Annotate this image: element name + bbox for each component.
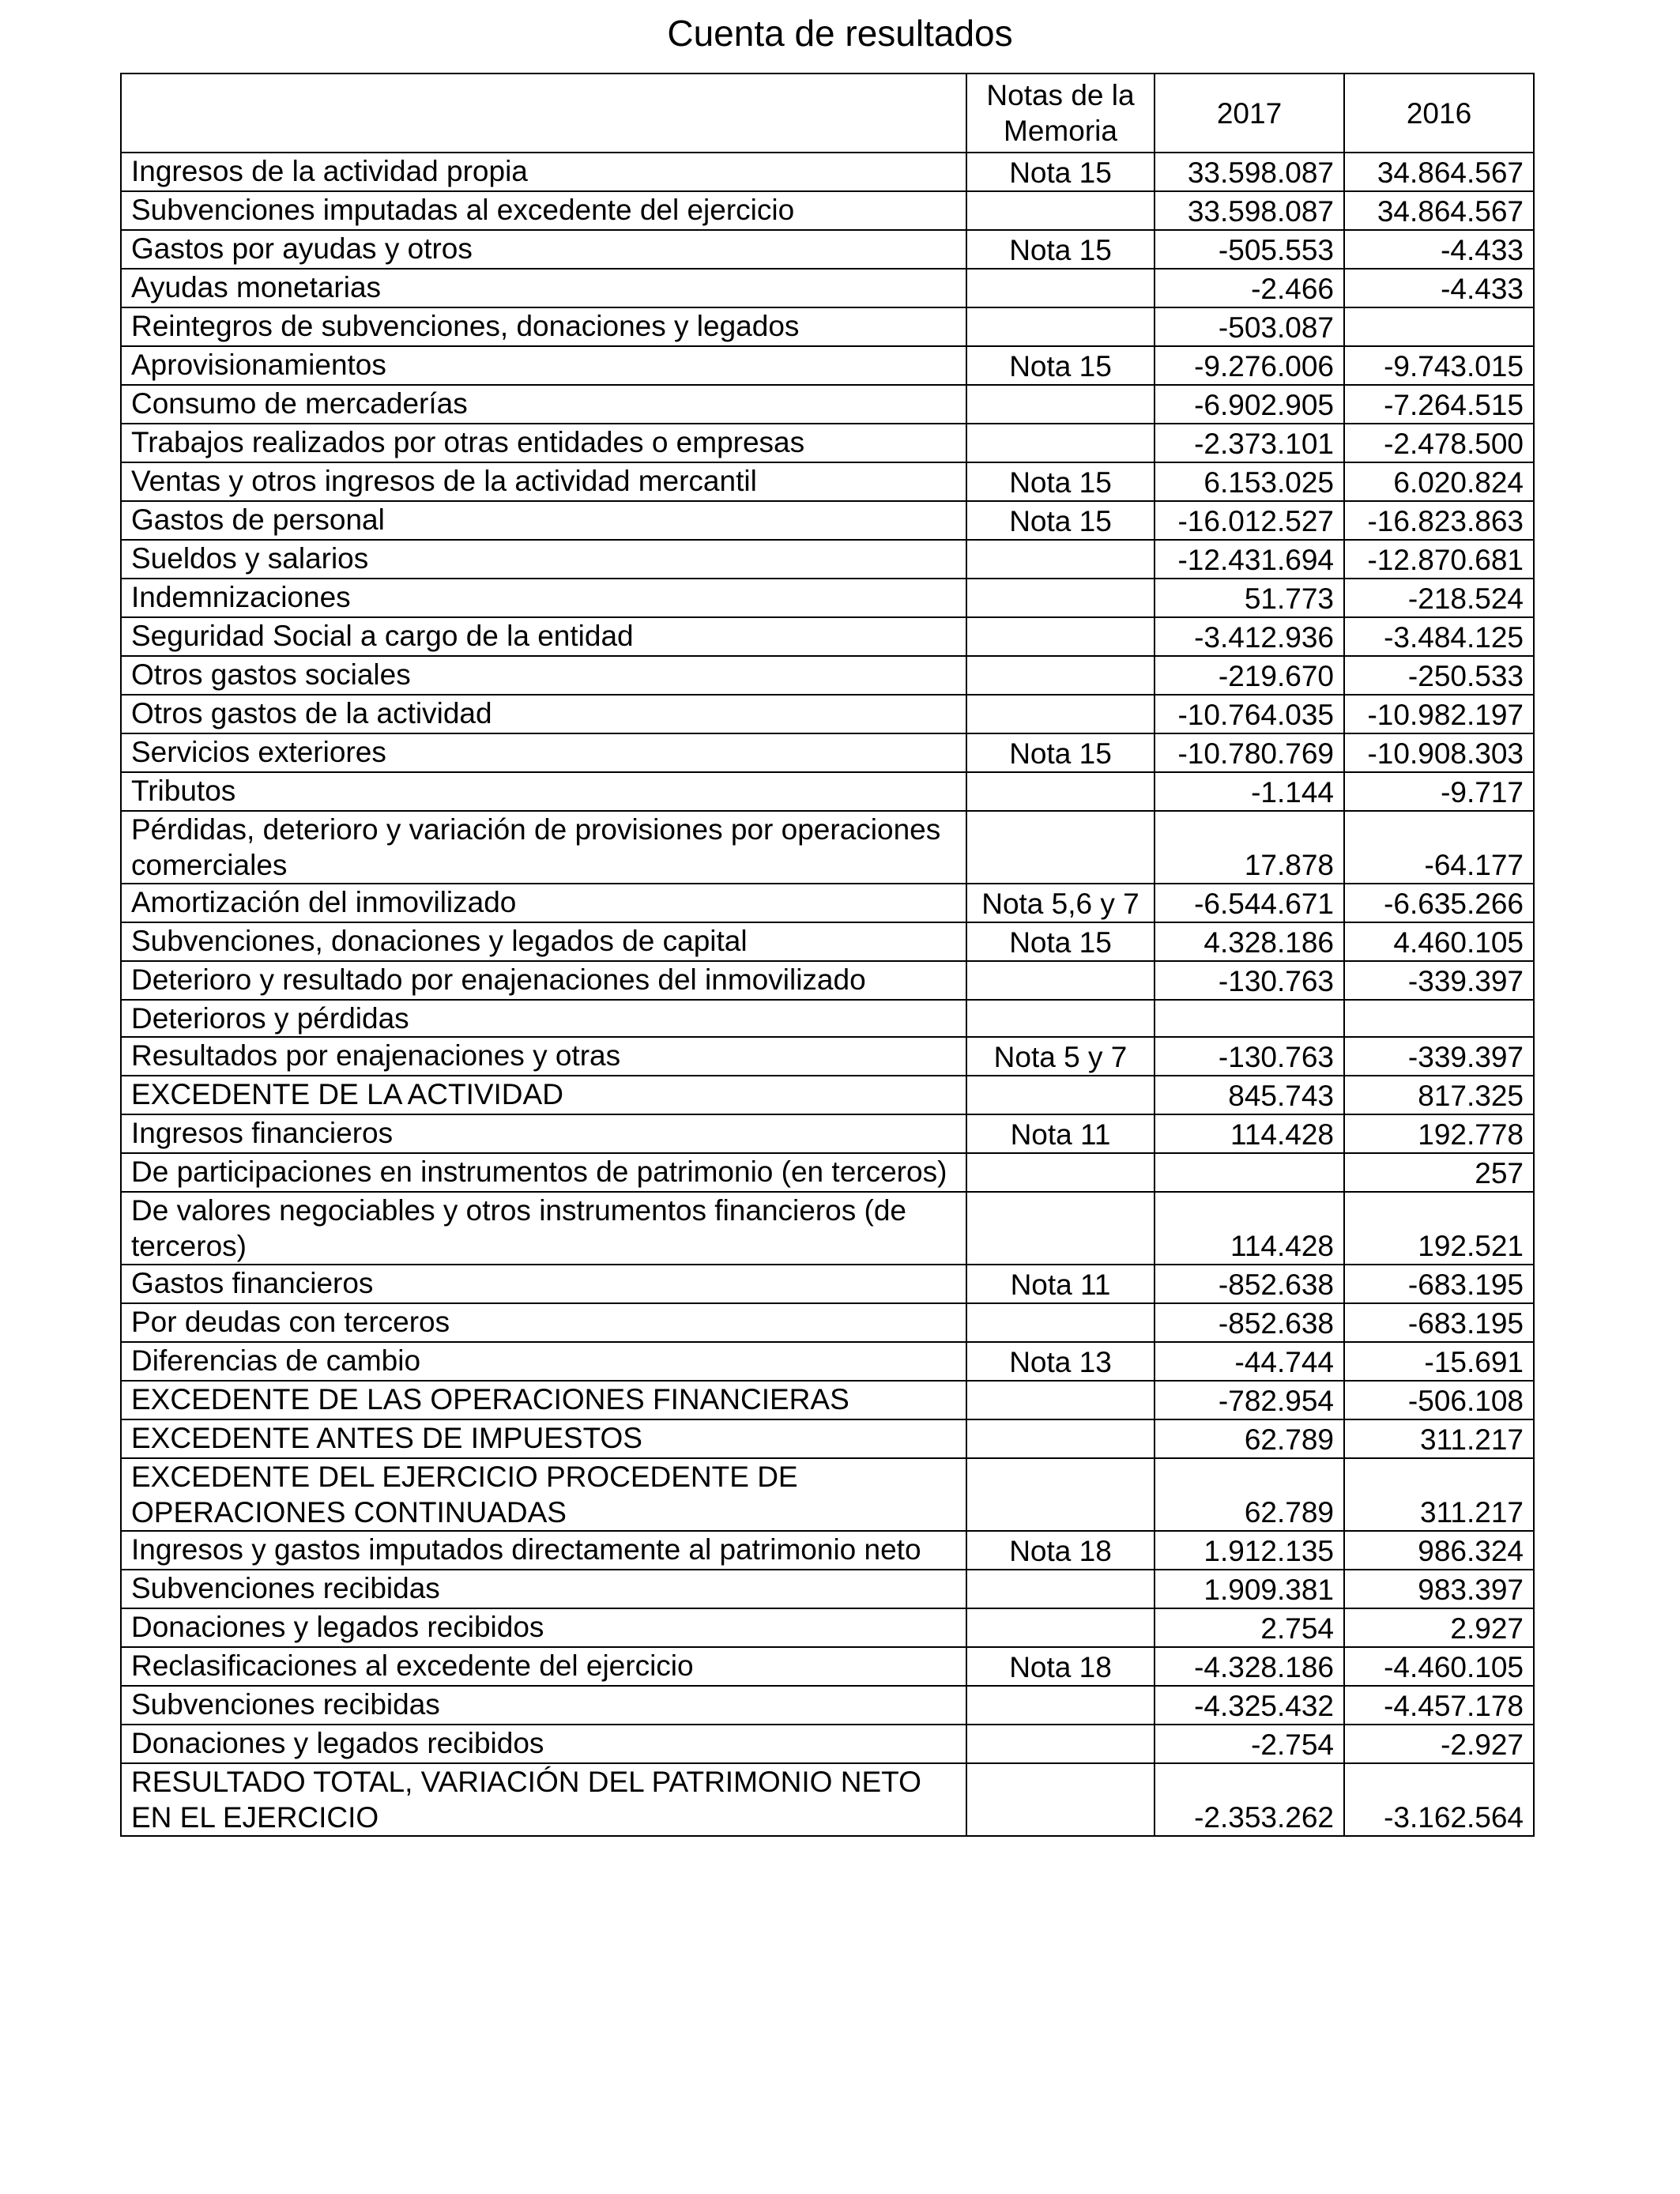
row-value-2017: [1155, 1000, 1344, 1037]
header-concept: [121, 74, 966, 153]
row-note: Nota 5 y 7: [966, 1037, 1155, 1076]
table-row: [121, 1608, 1534, 1647]
row-concept: Pérdidas, deterioro y variación de provisiones por operaciones comerciales: [121, 811, 966, 884]
row-value-2016: -4.457.178: [1344, 1686, 1534, 1725]
row-concept: Ingresos financieros: [121, 1114, 966, 1153]
row-concept: Subvenciones, donaciones y legados de capital: [121, 922, 966, 961]
row-note: [966, 1076, 1155, 1114]
header-year-2017: 2017: [1155, 74, 1344, 153]
row-note: [966, 1192, 1155, 1265]
row-value-2017: -10.764.035: [1155, 695, 1344, 733]
row-note: [966, 385, 1155, 424]
row-value-2016: -4.460.105: [1344, 1647, 1534, 1686]
row-concept: Reclasificaciones al excedente del ejercicio: [121, 1647, 966, 1686]
row-value-2016: -16.823.863: [1344, 501, 1534, 540]
row-value-2016: -683.195: [1344, 1303, 1534, 1342]
table-row: [121, 1419, 1534, 1458]
row-note: [966, 307, 1155, 346]
row-value-2017: -9.276.006: [1155, 346, 1344, 385]
row-note: [966, 540, 1155, 579]
row-note: Nota 15: [966, 462, 1155, 501]
table-row: [121, 1153, 1534, 1192]
row-value-2017: 33.598.087: [1155, 153, 1344, 191]
row-value-2017: -2.353.262: [1155, 1763, 1344, 1836]
table-row: [121, 540, 1534, 579]
table-row: [121, 424, 1534, 462]
table-row: [121, 346, 1534, 385]
row-value-2017: 62.789: [1155, 1458, 1344, 1531]
row-note: Nota 11: [966, 1265, 1155, 1303]
row-value-2016: 34.864.567: [1344, 153, 1534, 191]
row-value-2017: -852.638: [1155, 1303, 1344, 1342]
row-value-2017: -2.466: [1155, 269, 1344, 307]
row-value-2017: -130.763: [1155, 1037, 1344, 1076]
row-value-2016: 983.397: [1344, 1570, 1534, 1608]
row-value-2016: -7.264.515: [1344, 385, 1534, 424]
row-value-2016: 4.460.105: [1344, 922, 1534, 961]
row-note: [966, 1419, 1155, 1458]
row-note: Nota 15: [966, 922, 1155, 961]
table-row: [121, 884, 1534, 922]
row-concept: Otros gastos sociales: [121, 656, 966, 695]
row-concept: Ventas y otros ingresos de la actividad mercantil: [121, 462, 966, 501]
row-value-2016: -10.982.197: [1344, 695, 1534, 733]
row-value-2016: 34.864.567: [1344, 191, 1534, 230]
row-note: Nota 15: [966, 501, 1155, 540]
row-concept: Donaciones y legados recibidos: [121, 1608, 966, 1647]
row-value-2017: -2.373.101: [1155, 424, 1344, 462]
row-value-2016: -15.691: [1344, 1342, 1534, 1381]
row-value-2016: [1344, 307, 1534, 346]
row-value-2016: -3.484.125: [1344, 617, 1534, 656]
table-row: [121, 501, 1534, 540]
table-row: [121, 269, 1534, 307]
row-value-2016: -4.433: [1344, 269, 1534, 307]
row-value-2016: -250.533: [1344, 656, 1534, 695]
row-value-2016: -12.870.681: [1344, 540, 1534, 579]
table-row: [121, 733, 1534, 772]
table-row: [121, 579, 1534, 617]
table-row: [121, 153, 1534, 191]
table-row: [121, 922, 1534, 961]
row-concept: Subvenciones recibidas: [121, 1570, 966, 1608]
row-value-2017: 1.912.135: [1155, 1531, 1344, 1570]
row-value-2016: 192.521: [1344, 1192, 1534, 1265]
table-row: [121, 1647, 1534, 1686]
table-row: [121, 695, 1534, 733]
table-row: [121, 1531, 1534, 1570]
row-note: [966, 191, 1155, 230]
row-concept: Deterioro y resultado por enajenaciones del inmovilizado: [121, 961, 966, 1000]
row-value-2016: 192.778: [1344, 1114, 1534, 1153]
table-row: [121, 230, 1534, 269]
row-value-2017: -130.763: [1155, 961, 1344, 1000]
table-row: [121, 1114, 1534, 1153]
row-concept: Consumo de mercaderías: [121, 385, 966, 424]
row-concept: Ayudas monetarias: [121, 269, 966, 307]
row-value-2017: -503.087: [1155, 307, 1344, 346]
row-concept: Subvenciones recibidas: [121, 1686, 966, 1725]
row-value-2017: -44.744: [1155, 1342, 1344, 1381]
row-value-2017: 114.428: [1155, 1114, 1344, 1153]
row-value-2017: 2.754: [1155, 1608, 1344, 1647]
row-note: [966, 617, 1155, 656]
row-concept: Reintegros de subvenciones, donaciones y legados: [121, 307, 966, 346]
row-note: [966, 1381, 1155, 1419]
table-row: [121, 1458, 1534, 1531]
table-row: [121, 1381, 1534, 1419]
row-note: [966, 1153, 1155, 1192]
row-note: Nota 15: [966, 153, 1155, 191]
row-note: [966, 1000, 1155, 1037]
row-concept: De valores negociables y otros instrumentos financieros (de terceros): [121, 1192, 966, 1265]
table-header-row: [121, 74, 1534, 153]
table-row: [121, 617, 1534, 656]
row-note: Nota 5,6 y 7: [966, 884, 1155, 922]
row-value-2016: -4.433: [1344, 230, 1534, 269]
row-value-2017: 845.743: [1155, 1076, 1344, 1114]
row-value-2016: -339.397: [1344, 961, 1534, 1000]
table-row: [121, 772, 1534, 811]
income-statement-table: [120, 73, 1535, 1837]
row-value-2017: -219.670: [1155, 656, 1344, 695]
table-row: [121, 1037, 1534, 1076]
row-value-2016: -9.717: [1344, 772, 1534, 811]
table-row: [121, 307, 1534, 346]
row-note: [966, 811, 1155, 884]
row-value-2017: -3.412.936: [1155, 617, 1344, 656]
row-value-2017: 17.878: [1155, 811, 1344, 884]
row-note: [966, 961, 1155, 1000]
table-row: [121, 1265, 1534, 1303]
table-row: [121, 961, 1534, 1000]
row-value-2017: -4.325.432: [1155, 1686, 1344, 1725]
row-note: [966, 1303, 1155, 1342]
row-concept: Donaciones y legados recibidos: [121, 1725, 966, 1763]
row-concept: Deterioros y pérdidas: [121, 1000, 966, 1037]
table-row: [121, 1076, 1534, 1114]
page-title: Cuenta de resultados: [667, 13, 1013, 54]
row-value-2016: 986.324: [1344, 1531, 1534, 1570]
row-value-2017: 4.328.186: [1155, 922, 1344, 961]
row-concept: Otros gastos de la actividad: [121, 695, 966, 733]
row-concept: RESULTADO TOTAL, VARIACIÓN DEL PATRIMONIO NETO EN EL EJERCICIO: [121, 1763, 966, 1836]
row-note: [966, 1458, 1155, 1531]
row-value-2016: -3.162.564: [1344, 1763, 1534, 1836]
row-value-2017: -12.431.694: [1155, 540, 1344, 579]
row-value-2017: -10.780.769: [1155, 733, 1344, 772]
row-concept: Ingresos y gastos imputados directamente al patrimonio neto: [121, 1531, 966, 1570]
table-row: [121, 1725, 1534, 1763]
row-value-2016: -6.635.266: [1344, 884, 1534, 922]
row-value-2016: [1344, 1000, 1534, 1037]
table-row: [121, 1000, 1534, 1037]
row-value-2017: -1.144: [1155, 772, 1344, 811]
row-value-2017: -852.638: [1155, 1265, 1344, 1303]
row-note: Nota 11: [966, 1114, 1155, 1153]
row-value-2016: -218.524: [1344, 579, 1534, 617]
table-body: [121, 153, 1534, 1836]
row-value-2016: 2.927: [1344, 1608, 1534, 1647]
row-value-2017: -2.754: [1155, 1725, 1344, 1763]
table-row: [121, 811, 1534, 884]
table-row: [121, 191, 1534, 230]
row-note: Nota 18: [966, 1531, 1155, 1570]
row-value-2017: -6.902.905: [1155, 385, 1344, 424]
row-concept: Aprovisionamientos: [121, 346, 966, 385]
row-note: [966, 269, 1155, 307]
table-row: [121, 656, 1534, 695]
row-concept: EXCEDENTE DE LAS OPERACIONES FINANCIERAS: [121, 1381, 966, 1419]
row-note: Nota 15: [966, 733, 1155, 772]
row-note: Nota 13: [966, 1342, 1155, 1381]
table-row: [121, 385, 1534, 424]
row-value-2016: 6.020.824: [1344, 462, 1534, 501]
row-concept: Amortización del inmovilizado: [121, 884, 966, 922]
row-value-2016: 311.217: [1344, 1419, 1534, 1458]
row-note: [966, 579, 1155, 617]
row-value-2016: 257: [1344, 1153, 1534, 1192]
row-concept: Trabajos realizados por otras entidades o empresas: [121, 424, 966, 462]
row-concept: Gastos de personal: [121, 501, 966, 540]
row-concept: Sueldos y salarios: [121, 540, 966, 579]
row-concept: Resultados por enajenaciones y otras: [121, 1037, 966, 1076]
row-concept: Ingresos de la actividad propia: [121, 153, 966, 191]
table-row: [121, 1342, 1534, 1381]
row-note: Nota 15: [966, 230, 1155, 269]
row-value-2016: -339.397: [1344, 1037, 1534, 1076]
row-value-2016: -9.743.015: [1344, 346, 1534, 385]
row-concept: EXCEDENTE DE LA ACTIVIDAD: [121, 1076, 966, 1114]
row-concept: Indemnizaciones: [121, 579, 966, 617]
row-note: Nota 18: [966, 1647, 1155, 1686]
row-value-2017: -782.954: [1155, 1381, 1344, 1419]
row-value-2017: 114.428: [1155, 1192, 1344, 1265]
row-note: Nota 15: [966, 346, 1155, 385]
row-note: [966, 772, 1155, 811]
row-note: [966, 1763, 1155, 1836]
row-note: [966, 424, 1155, 462]
row-concept: Por deudas con terceros: [121, 1303, 966, 1342]
row-value-2017: [1155, 1153, 1344, 1192]
row-concept: Diferencias de cambio: [121, 1342, 966, 1381]
row-value-2016: 311.217: [1344, 1458, 1534, 1531]
row-concept: EXCEDENTE ANTES DE IMPUESTOS: [121, 1419, 966, 1458]
row-concept: De participaciones en instrumentos de patrimonio (en terceros): [121, 1153, 966, 1192]
row-value-2017: 51.773: [1155, 579, 1344, 617]
row-value-2016: -683.195: [1344, 1265, 1534, 1303]
row-concept: EXCEDENTE DEL EJERCICIO PROCEDENTE DE OPERACIONES CONTINUADAS: [121, 1458, 966, 1531]
row-note: [966, 1725, 1155, 1763]
row-value-2017: 33.598.087: [1155, 191, 1344, 230]
row-value-2017: 6.153.025: [1155, 462, 1344, 501]
row-note: [966, 656, 1155, 695]
row-note: [966, 1608, 1155, 1647]
row-value-2016: -506.108: [1344, 1381, 1534, 1419]
row-value-2016: -2.478.500: [1344, 424, 1534, 462]
row-value-2016: -10.908.303: [1344, 733, 1534, 772]
header-year-2016: 2016: [1344, 74, 1534, 153]
row-value-2017: -16.012.527: [1155, 501, 1344, 540]
header-notes: Notas de la Memoria: [966, 74, 1155, 153]
row-concept: Gastos financieros: [121, 1265, 966, 1303]
row-value-2017: -505.553: [1155, 230, 1344, 269]
table-row: [121, 1570, 1534, 1608]
row-concept: Subvenciones imputadas al excedente del ejercicio: [121, 191, 966, 230]
table-row: [121, 1192, 1534, 1265]
table-row: [121, 462, 1534, 501]
row-concept: Servicios exteriores: [121, 733, 966, 772]
row-note: [966, 1686, 1155, 1725]
table-row: [121, 1763, 1534, 1836]
row-note: [966, 695, 1155, 733]
table-row: [121, 1303, 1534, 1342]
row-value-2017: -4.328.186: [1155, 1647, 1344, 1686]
row-value-2016: -2.927: [1344, 1725, 1534, 1763]
row-value-2016: 817.325: [1344, 1076, 1534, 1114]
row-value-2017: -6.544.671: [1155, 884, 1344, 922]
table-row: [121, 1686, 1534, 1725]
row-note: [966, 1570, 1155, 1608]
row-value-2017: 62.789: [1155, 1419, 1344, 1458]
row-concept: Tributos: [121, 772, 966, 811]
row-concept: Seguridad Social a cargo de la entidad: [121, 617, 966, 656]
row-value-2016: -64.177: [1344, 811, 1534, 884]
row-value-2017: 1.909.381: [1155, 1570, 1344, 1608]
row-concept: Gastos por ayudas y otros: [121, 230, 966, 269]
